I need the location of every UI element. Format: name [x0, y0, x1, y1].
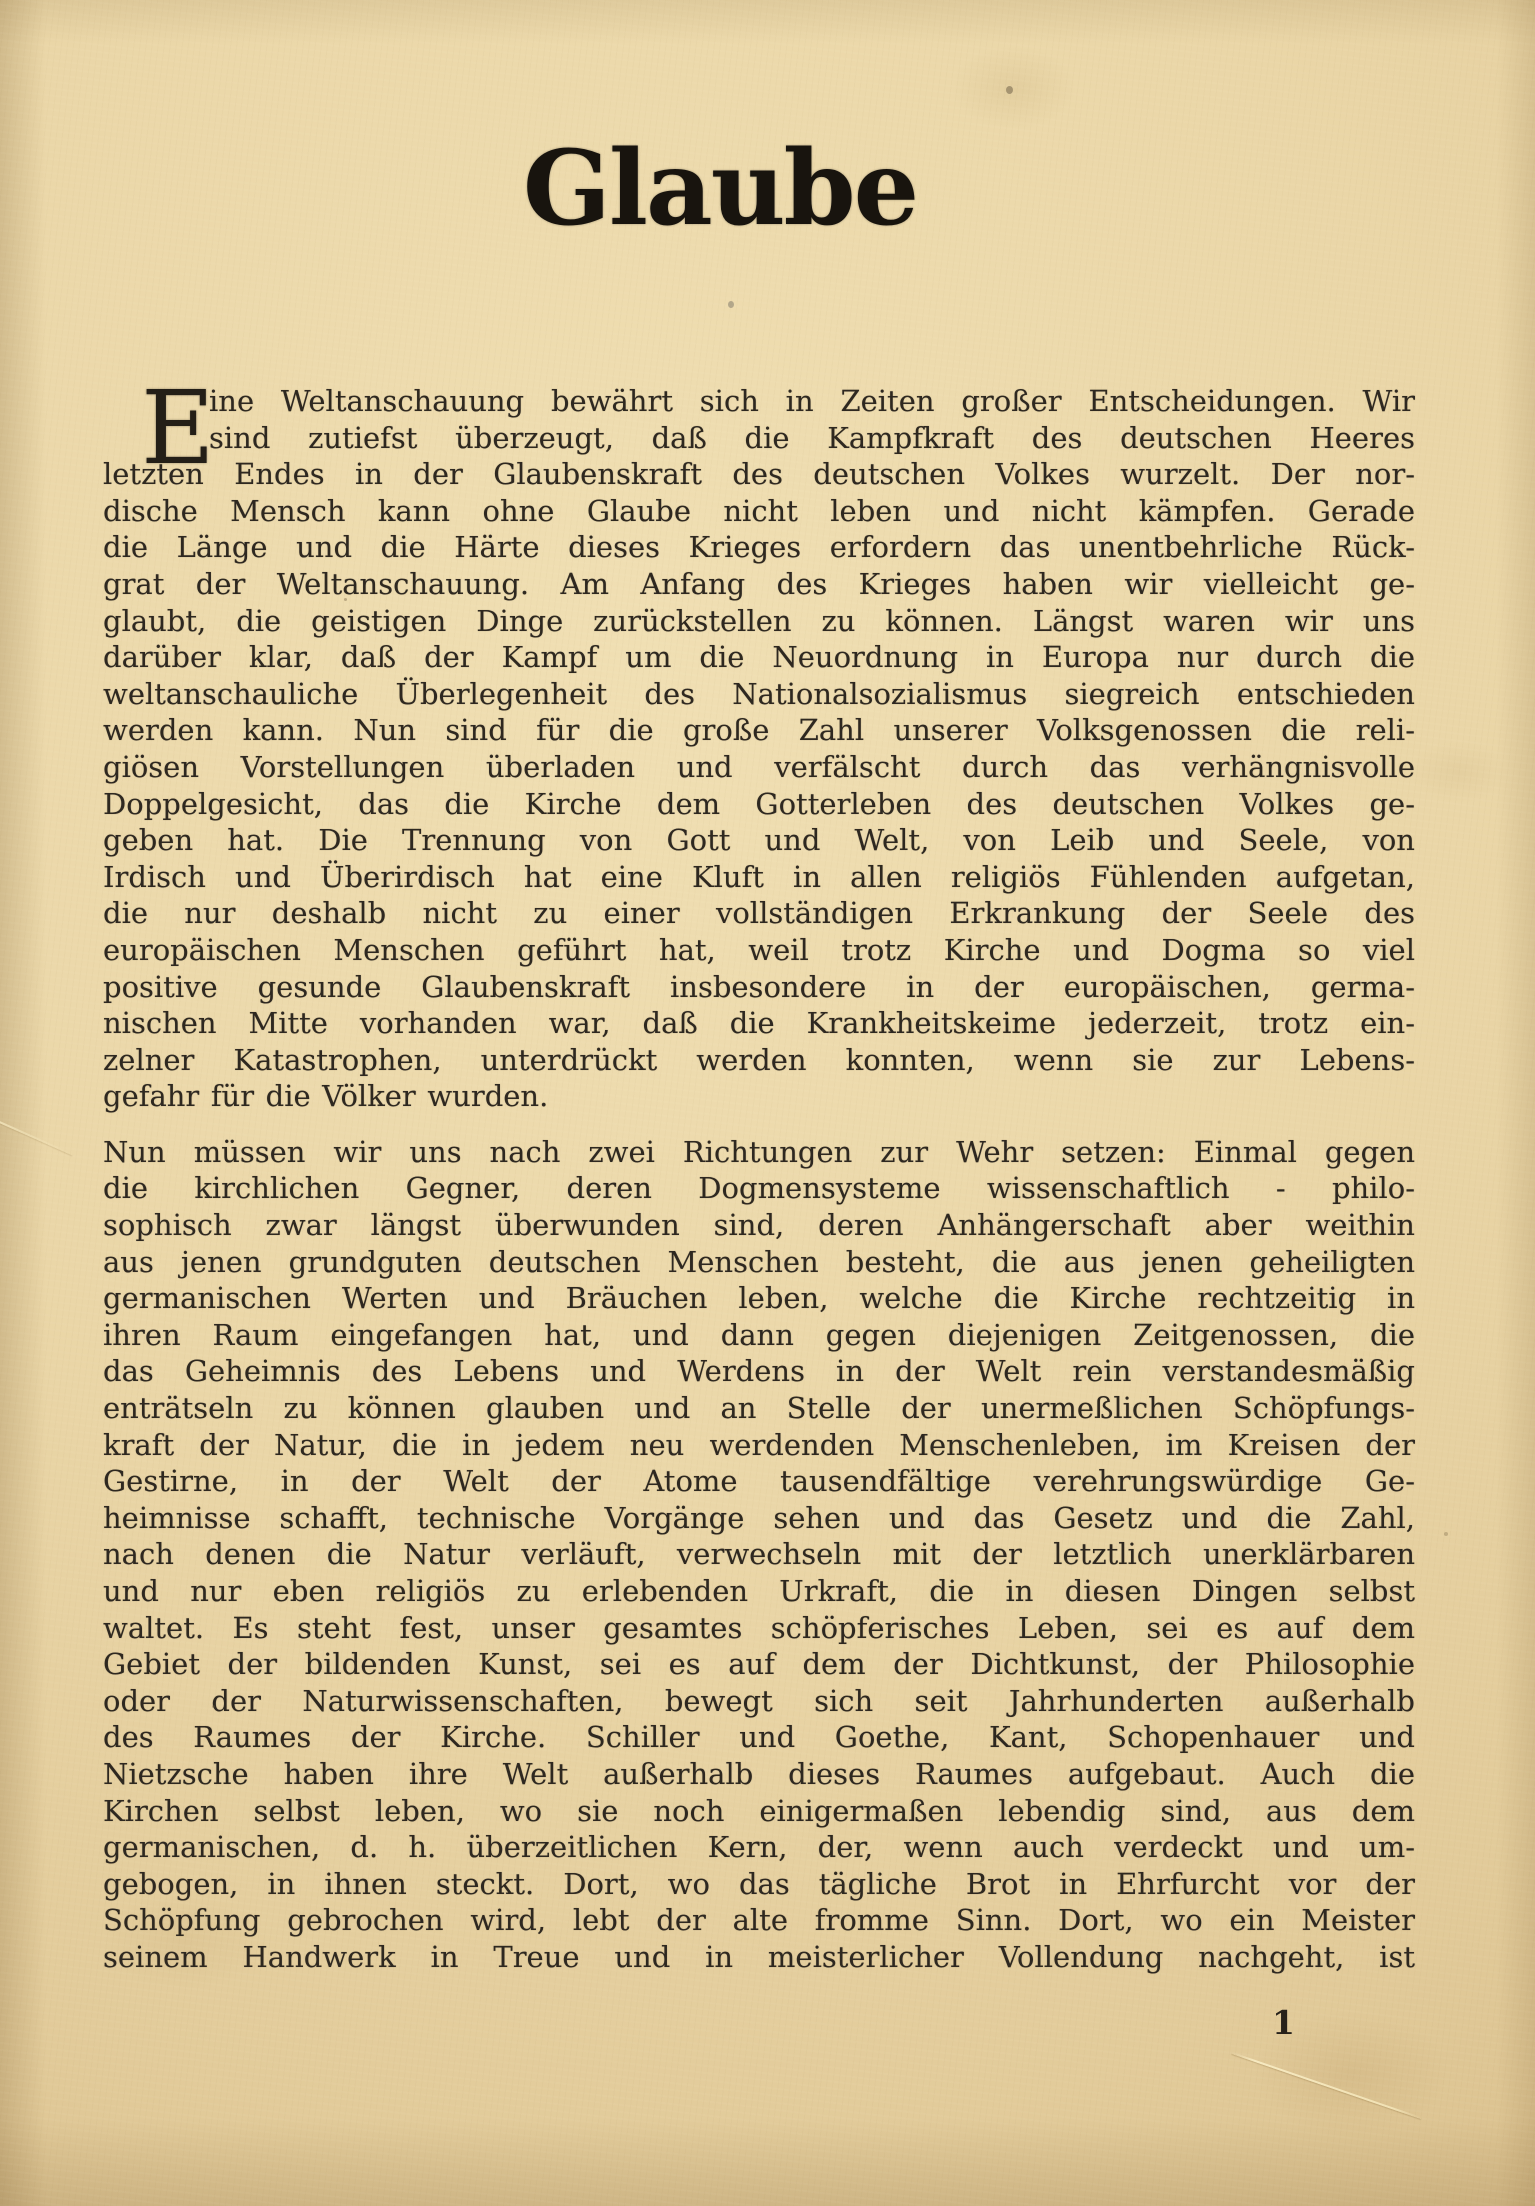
paragraph-2-lines: [103, 1134, 1415, 1976]
page-title: Glaube: [522, 128, 918, 249]
text-line: dische Mensch kann ohne Glaube nicht leben und nicht kämpfen. Gerade: [103, 493, 1415, 528]
text-line: Irdisch und Überirdisch hat eine Kluft in allen religiös Fühlenden aufgetan,: [103, 859, 1415, 894]
text-line: seinem Handwerk in Treue und in meisterlicher Vollendung nachgeht, ist: [103, 1939, 1415, 1974]
text-line: weltanschauliche Überlegenheit des Nationalsozialismus siegreich entschieden: [103, 676, 1415, 711]
page-number: 1: [1272, 2003, 1295, 2042]
text-line: gefahr für die Völker wurden.: [103, 1079, 549, 1114]
text-line: des Raumes der Kirche. Schiller und Goethe, Kant, Schopenhauer und: [103, 1720, 1415, 1755]
text-line: aus jenen grundguten deutschen Menschen besteht, die aus jenen geheiligten: [103, 1244, 1415, 1279]
text-line: kraft der Natur, die in jedem neu werdenden Menschenleben, im Kreisen der: [103, 1427, 1415, 1462]
paper-speck: [1444, 1532, 1448, 1536]
text-line: nach denen die Natur verläuft, verwechseln mit der letztlich unerklärbaren: [103, 1537, 1415, 1572]
text-line: letzten Endes in der Glaubenskraft des deutschen Volkes wurzelt. Der nor-: [103, 457, 1415, 492]
text-line: darüber klar, daß der Kampf um die Neuordnung in Europa nur durch die: [103, 640, 1415, 675]
text-line: germanischen, d. h. überzeitlichen Kern, der, wenn auch verdeckt und um-: [103, 1830, 1415, 1865]
text-line: Gebiet der bildenden Kunst, sei es auf dem der Dichtkunst, der Philosophie: [103, 1647, 1415, 1682]
text-line: Nietzsche haben ihre Welt außerhalb dieses Raumes aufgebaut. Auch die: [103, 1756, 1415, 1791]
paper-speck: [1006, 86, 1013, 94]
paper-speck: [728, 301, 734, 308]
text-line: giösen Vorstellungen überladen und verfälscht durch das verhängnisvolle: [103, 749, 1415, 784]
paragraph-1: [103, 369, 1415, 1115]
text-line: grat der Weltanschauung. Am Anfang des Krieges haben wir vielleicht ge-: [103, 566, 1415, 601]
text-line: geben hat. Die Trennung von Gott und Welt, von Leib und Seele, von: [103, 823, 1415, 858]
text-block: [103, 369, 1415, 1976]
text-line: zelner Katastrophen, unterdrückt werden konnten, wenn sie zur Lebens-: [103, 1042, 1415, 1077]
text-line: sophisch zwar längst überwunden sind, deren Anhängerschaft aber weithin: [103, 1208, 1415, 1243]
text-line: enträtseln zu können glauben und an Stelle der unermeßlichen Schöpfungs-: [103, 1391, 1415, 1426]
text-line: die kirchlichen Gegner, deren Dogmensysteme wissenschaftlich - philo-: [103, 1171, 1415, 1206]
text-line: Nun müssen wir uns nach zwei Richtungen zur Wehr setzen: Einmal gegen: [103, 1134, 1415, 1169]
text-line: europäischen Menschen geführt hat, weil trotz Kirche und Dogma so viel: [103, 932, 1415, 967]
text-line: ihren Raum eingefangen hat, und dann gegen diejenigen Zeitgenossen, die: [103, 1317, 1415, 1352]
text-line: germanischen Werten und Bräuchen leben, welche die Kirche rechtzeitig in: [103, 1281, 1415, 1316]
drop-cap: E: [141, 369, 215, 487]
text-line: heimnisse schafft, technische Vorgänge sehen und das Gesetz und die Zahl,: [103, 1500, 1415, 1535]
text-line: oder der Naturwissenschaften, bewegt sich seit Jahrhunderten außerhalb: [103, 1683, 1415, 1718]
text-line: ine Weltanschauung bewährt sich in Zeiten großer Entscheidungen. Wir: [209, 384, 1415, 418]
paragraph-1-lines: [103, 383, 1415, 1115]
text-line: waltet. Es steht fest, unser gesamtes schöpferisches Leben, sei es auf dem: [103, 1610, 1415, 1645]
text-line: die Länge und die Härte dieses Krieges erfordern das unentbehrliche Rück-: [103, 530, 1415, 565]
text-line: positive gesunde Glaubenskraft insbesondere in der europäischen, germa-: [103, 969, 1415, 1004]
paper-crease: [0, 1115, 73, 1155]
paragraph-2: [103, 1134, 1415, 1976]
text-line: Gestirne, in der Welt der Atome tausendfältige verehrungswürdige Ge-: [103, 1464, 1415, 1499]
text-line: nischen Mitte vorhanden war, daß die Krankheitskeime jederzeit, trotz ein-: [103, 1006, 1415, 1041]
text-line: Doppelgesicht, das die Kirche dem Gotterleben des deutschen Volkes ge-: [103, 786, 1415, 821]
text-line: die nur deshalb nicht zu einer vollständigen Erkrankung der Seele des: [103, 896, 1415, 931]
text-line: Kirchen selbst leben, wo sie noch einigermaßen lebendig sind, aus dem: [103, 1793, 1415, 1828]
text-line: Schöpfung gebrochen wird, lebt der alte fromme Sinn. Dort, wo ein Meister: [103, 1903, 1415, 1938]
text-line: das Geheimnis des Lebens und Werdens in der Welt rein verstandesmäßig: [103, 1354, 1415, 1389]
text-line: gebogen, in ihnen steckt. Dort, wo das tägliche Brot in Ehrfurcht vor der: [103, 1866, 1415, 1901]
paper-crease: [1232, 2052, 1422, 2119]
text-line: werden kann. Nun sind für die große Zahl unserer Volksgenossen die reli-: [103, 713, 1415, 748]
text-line: und nur eben religiös zu erlebenden Urkraft, die in diesen Dingen selbst: [103, 1574, 1415, 1608]
text-line: sind zutiefst überzeugt, daß die Kampfkraft des deutschen Heeres: [209, 420, 1415, 455]
text-line: glaubt, die geistigen Dinge zurückstellen zu können. Längst waren wir uns: [103, 603, 1415, 638]
